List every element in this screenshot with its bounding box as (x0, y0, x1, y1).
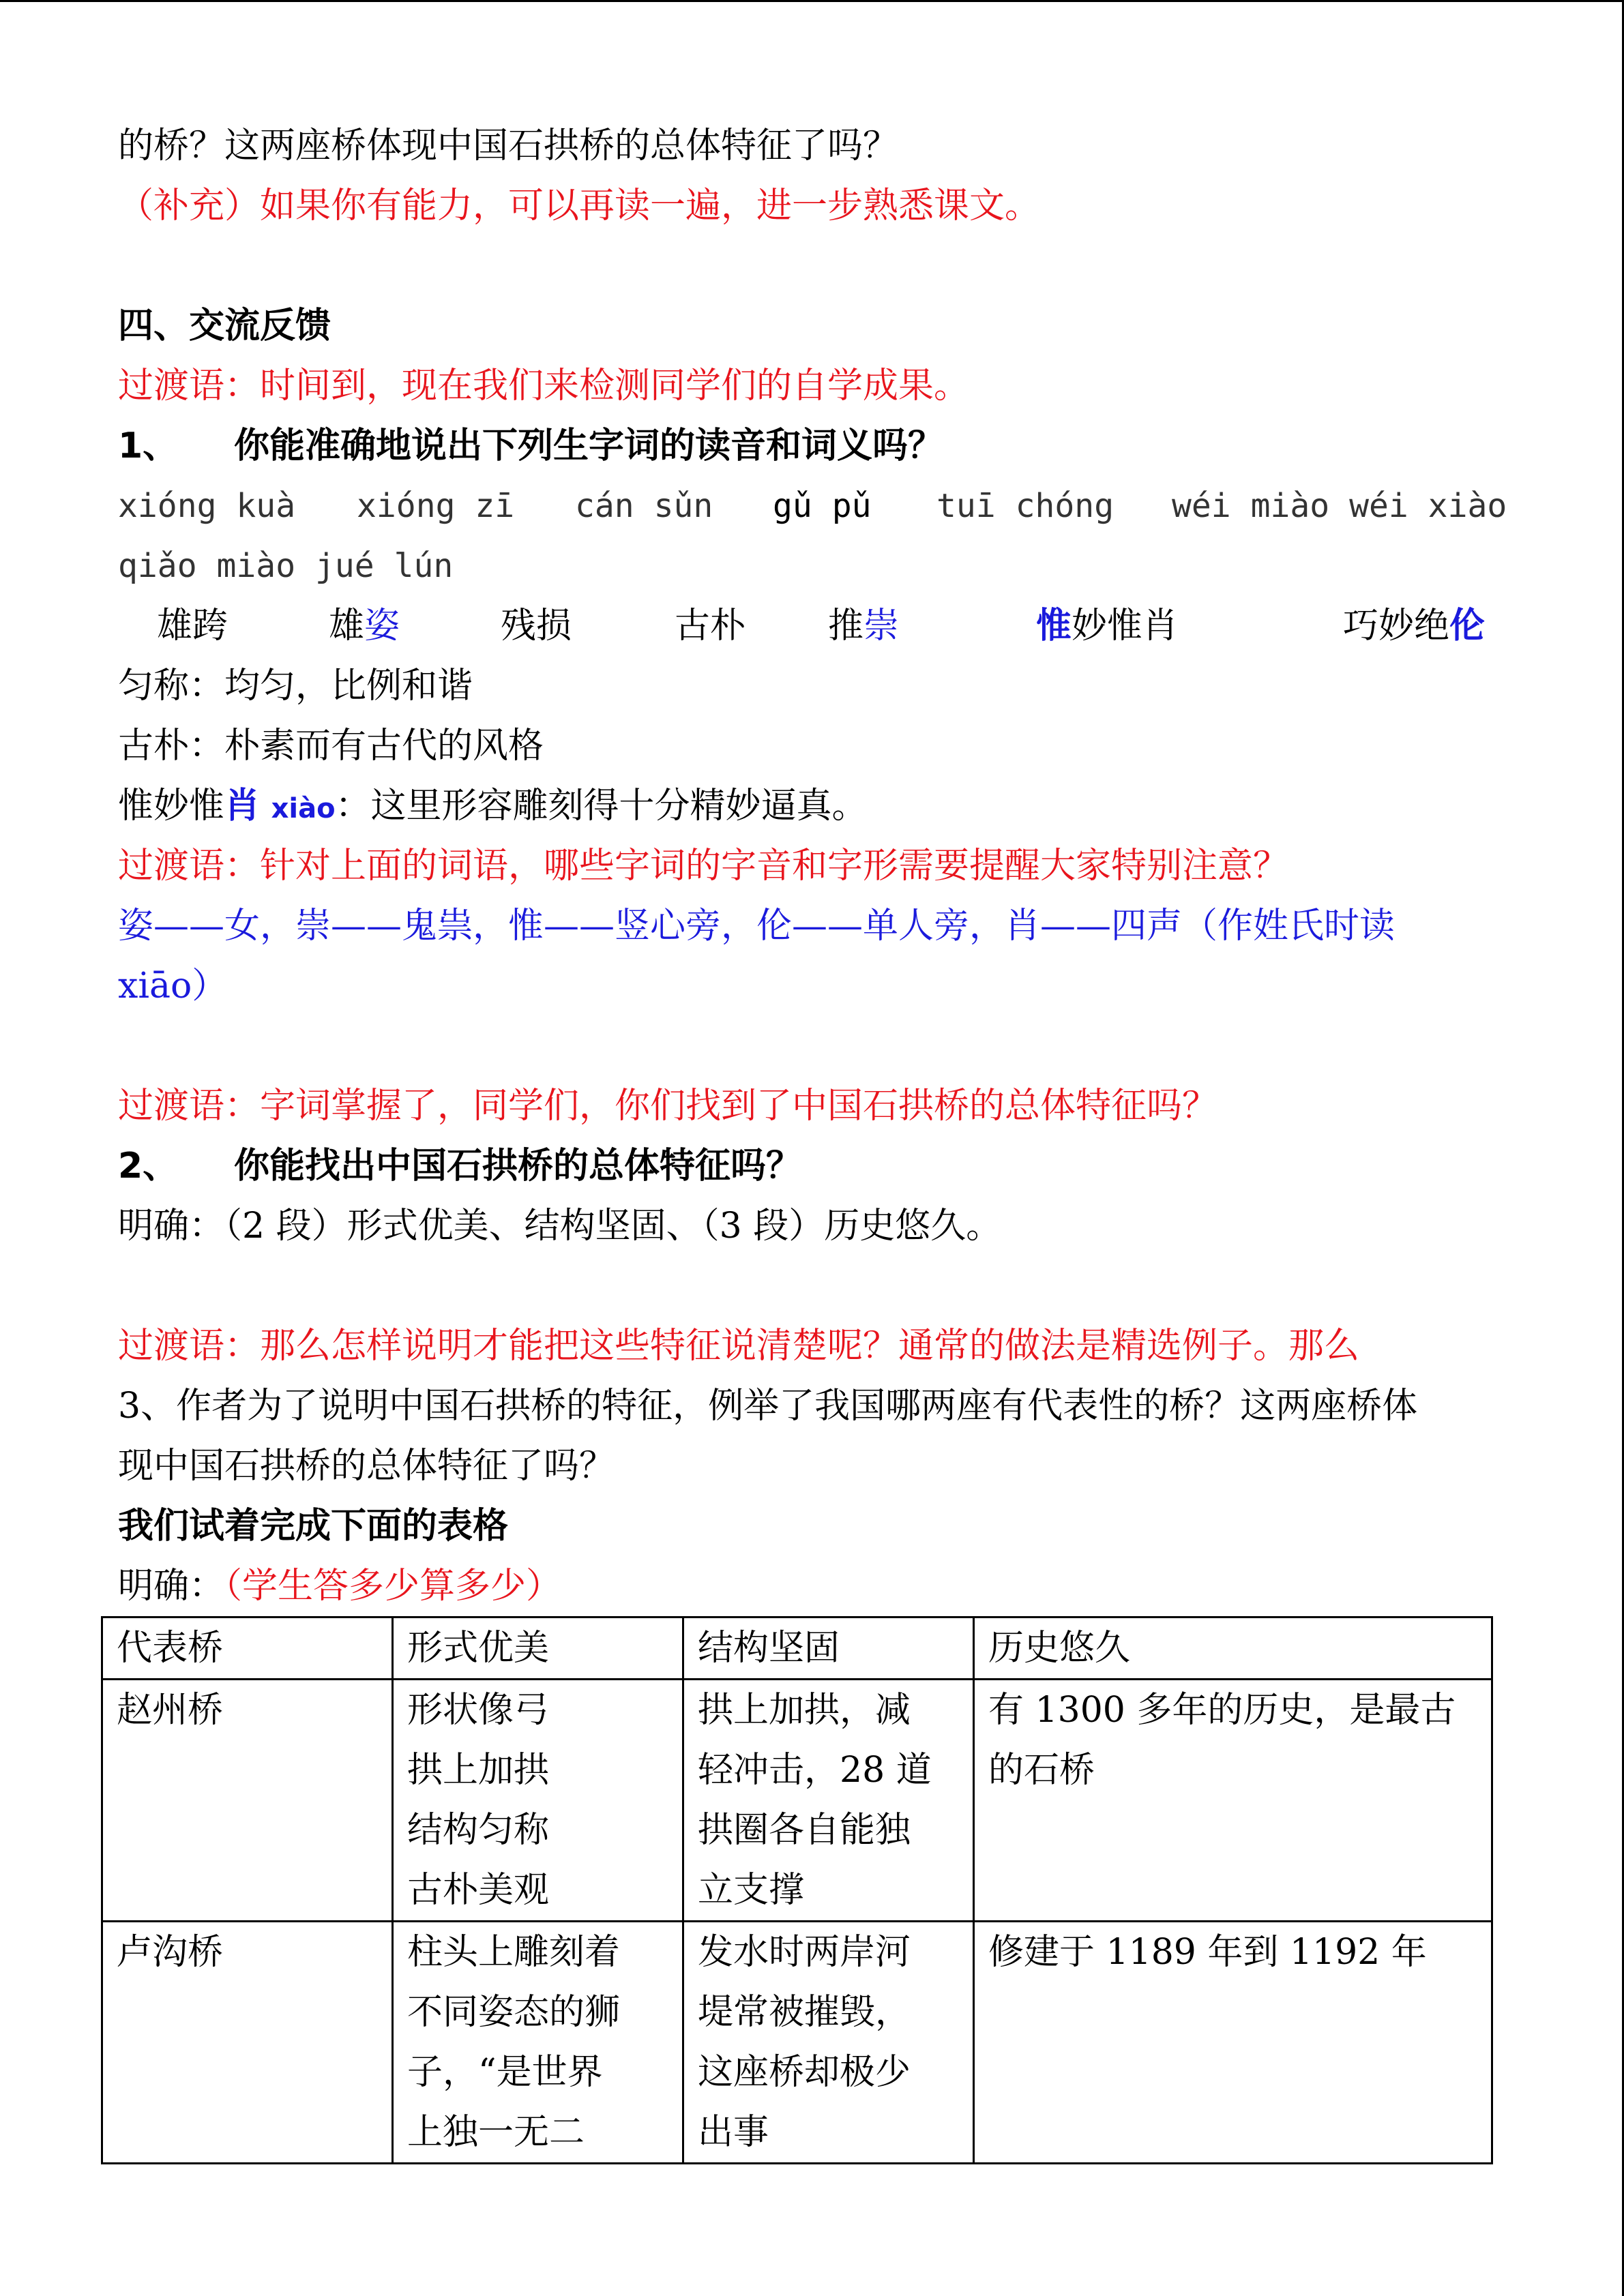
vocab-char: 妙惟肖 (1072, 606, 1179, 646)
vocab-word (1343, 596, 1485, 656)
page-border-top (0, 0, 1624, 2)
vocabulary-row (118, 596, 1516, 656)
table-row (102, 1680, 1492, 1922)
cell-text: 形状像弓 (407, 1690, 550, 1731)
spacer (118, 1016, 1516, 1076)
table-cell (974, 1680, 1492, 1922)
document-page (118, 116, 1516, 1616)
pinyin-item: gǔ pǔ (773, 487, 872, 525)
cell-text: 不同姿态的狮 (407, 1992, 621, 2033)
vocab-char: 雄跨 (157, 606, 228, 646)
cell-text: 古朴美观 (407, 1870, 550, 1911)
definition-term: 惟妙惟 (118, 786, 225, 826)
vocab-word (157, 596, 329, 656)
pinyin-item: cán sǔn (575, 487, 713, 525)
table-cell (102, 1680, 393, 1922)
question-number: 2、 (118, 1146, 179, 1187)
cell-text: 拱上加拱，减 (698, 1690, 911, 1731)
bridge-feature-table (101, 1616, 1493, 2164)
transition-text: 过渡语：字词掌握了，同学们，你们找到了中国石拱桥的总体特征吗？ (118, 1086, 1218, 1127)
question-text: 你能准确地说出下列生字词的读音和词义吗？ (234, 426, 944, 466)
vocab-word (828, 596, 1036, 656)
question-3: 3、作者为了说明中国石拱桥的特征，例举了我国哪两座有代表性的桥？这两座桥体 (118, 1386, 1418, 1427)
vocab-char: 残损 (501, 606, 572, 646)
cell-text: 的石桥 (988, 1750, 1095, 1791)
table-header-cell: 代表桥 (102, 1617, 393, 1680)
question-1 (118, 416, 1516, 476)
cell-text: 修建于 1189 年到 1192 年 (988, 1932, 1427, 1973)
table-cell (102, 1922, 393, 2164)
table-header-cell: 历史悠久 (974, 1617, 1492, 1680)
question-3-continued: 现中国石拱桥的总体特征了吗？ (118, 1446, 615, 1487)
cell-text: 出事 (698, 2112, 769, 2153)
character-note: xiāo） (118, 966, 228, 1007)
cell-text: 卢沟桥 (117, 1932, 224, 1973)
table-header-cell: 形式优美 (393, 1617, 683, 1680)
pinyin-row (118, 476, 1516, 536)
cell-text: 拱圈各自能独 (698, 1810, 911, 1851)
transition-text: 过渡语：那么怎样说明才能把这些特征说清楚呢？通常的做法是精选例子。那么 (118, 1326, 1360, 1367)
vocab-char: 古朴 (675, 606, 746, 646)
supplement-note: （补充）如果你有能力，可以再读一遍，进一步熟悉课文。 (118, 185, 1041, 226)
cell-text: 堤常被摧毁， (698, 1992, 911, 2033)
definition (118, 776, 1516, 836)
cell-text: 立支撑 (698, 1870, 805, 1911)
table-header-row (102, 1617, 1492, 1680)
cell-text: 柱头上雕刻着 (407, 1932, 621, 1973)
character-note: 姿——女，崇——鬼祟，惟——竖心旁，伦——单人旁，肖——四声（作姓氏时读 (118, 906, 1396, 946)
transition-text: 过渡语：时间到，现在我们来检测同学们的自学成果。 (118, 366, 970, 406)
definition: 古朴：朴素而有古代的风格 (118, 726, 544, 766)
answer-label (118, 1556, 1516, 1616)
pinyin-item: xióng zī (357, 487, 515, 525)
pinyin-row: qiǎo miào jué lún (118, 547, 454, 585)
section-heading: 四、交流反馈 (118, 305, 331, 346)
answer-prefix: 明确： (118, 1566, 225, 1607)
table-cell (683, 1680, 974, 1922)
cell-text: 发水时两岸河 (698, 1932, 911, 1973)
answer-note: （学生答多少算多少） (224, 1566, 562, 1607)
spacer (118, 236, 1516, 296)
cell-text: 结构匀称 (407, 1810, 550, 1851)
question-2 (118, 1136, 1516, 1196)
cell-text: 赵州桥 (117, 1690, 224, 1731)
vocab-word (675, 596, 828, 656)
table-cell (974, 1922, 1492, 2164)
vocab-char-highlight: 崇 (863, 606, 900, 646)
cell-text: 拱上加拱 (407, 1750, 550, 1791)
table-cell (683, 1922, 974, 2164)
vocab-char-highlight: 惟 (1036, 606, 1072, 646)
transition-text: 过渡语：针对上面的词语，哪些字词的字音和字形需要提醒大家特别注意？ (118, 846, 1289, 886)
table-cell (393, 1680, 683, 1922)
vocab-char-highlight: 姿 (364, 606, 400, 646)
vocab-word (329, 596, 501, 656)
cell-text: 轻冲击，28 道 (698, 1750, 932, 1791)
pinyin-item: tuī chóng (936, 487, 1114, 525)
cell-text: 这座桥却极少 (698, 2052, 911, 2093)
definition-text: ：这里形容雕刻得十分精妙逼真。 (335, 786, 868, 826)
definition: 匀称：均匀，比例和谐 (118, 666, 473, 706)
vocab-word (501, 596, 675, 656)
question-number: 1、 (118, 426, 179, 466)
vocab-char-highlight: 伦 (1449, 606, 1486, 646)
vocab-char: 推 (828, 606, 864, 646)
definition-term-highlight: 肖 (224, 786, 261, 826)
vocab-char: 雄 (329, 606, 365, 646)
spacer (118, 1256, 1516, 1316)
pinyin-item: xióng kuà (118, 487, 296, 525)
vocab-word (1036, 596, 1343, 656)
cell-text: 有 1300 多年的历史，是最古 (988, 1690, 1456, 1731)
cell-text: 子，“是世界 (407, 2052, 603, 2093)
vocab-char: 巧妙绝 (1343, 606, 1450, 646)
question-text: 你能找出中国石拱桥的总体特征吗？ (234, 1146, 802, 1187)
answer-text: 明确：（2 段）形式优美、结构坚固、（3 段）历史悠久。 (118, 1206, 1002, 1247)
table-intro: 我们试着完成下面的表格 (118, 1506, 509, 1547)
text-line: 的桥？这两座桥体现中国石拱桥的总体特征了吗？ (118, 125, 899, 166)
pinyin-item: wéi miào wéi xiào (1172, 487, 1507, 525)
table-header-cell: 结构坚固 (683, 1617, 974, 1680)
table-row (102, 1922, 1492, 2164)
definition-pinyin: xiào (271, 793, 336, 824)
table-cell (393, 1922, 683, 2164)
cell-text: 上独一无二 (407, 2112, 585, 2153)
